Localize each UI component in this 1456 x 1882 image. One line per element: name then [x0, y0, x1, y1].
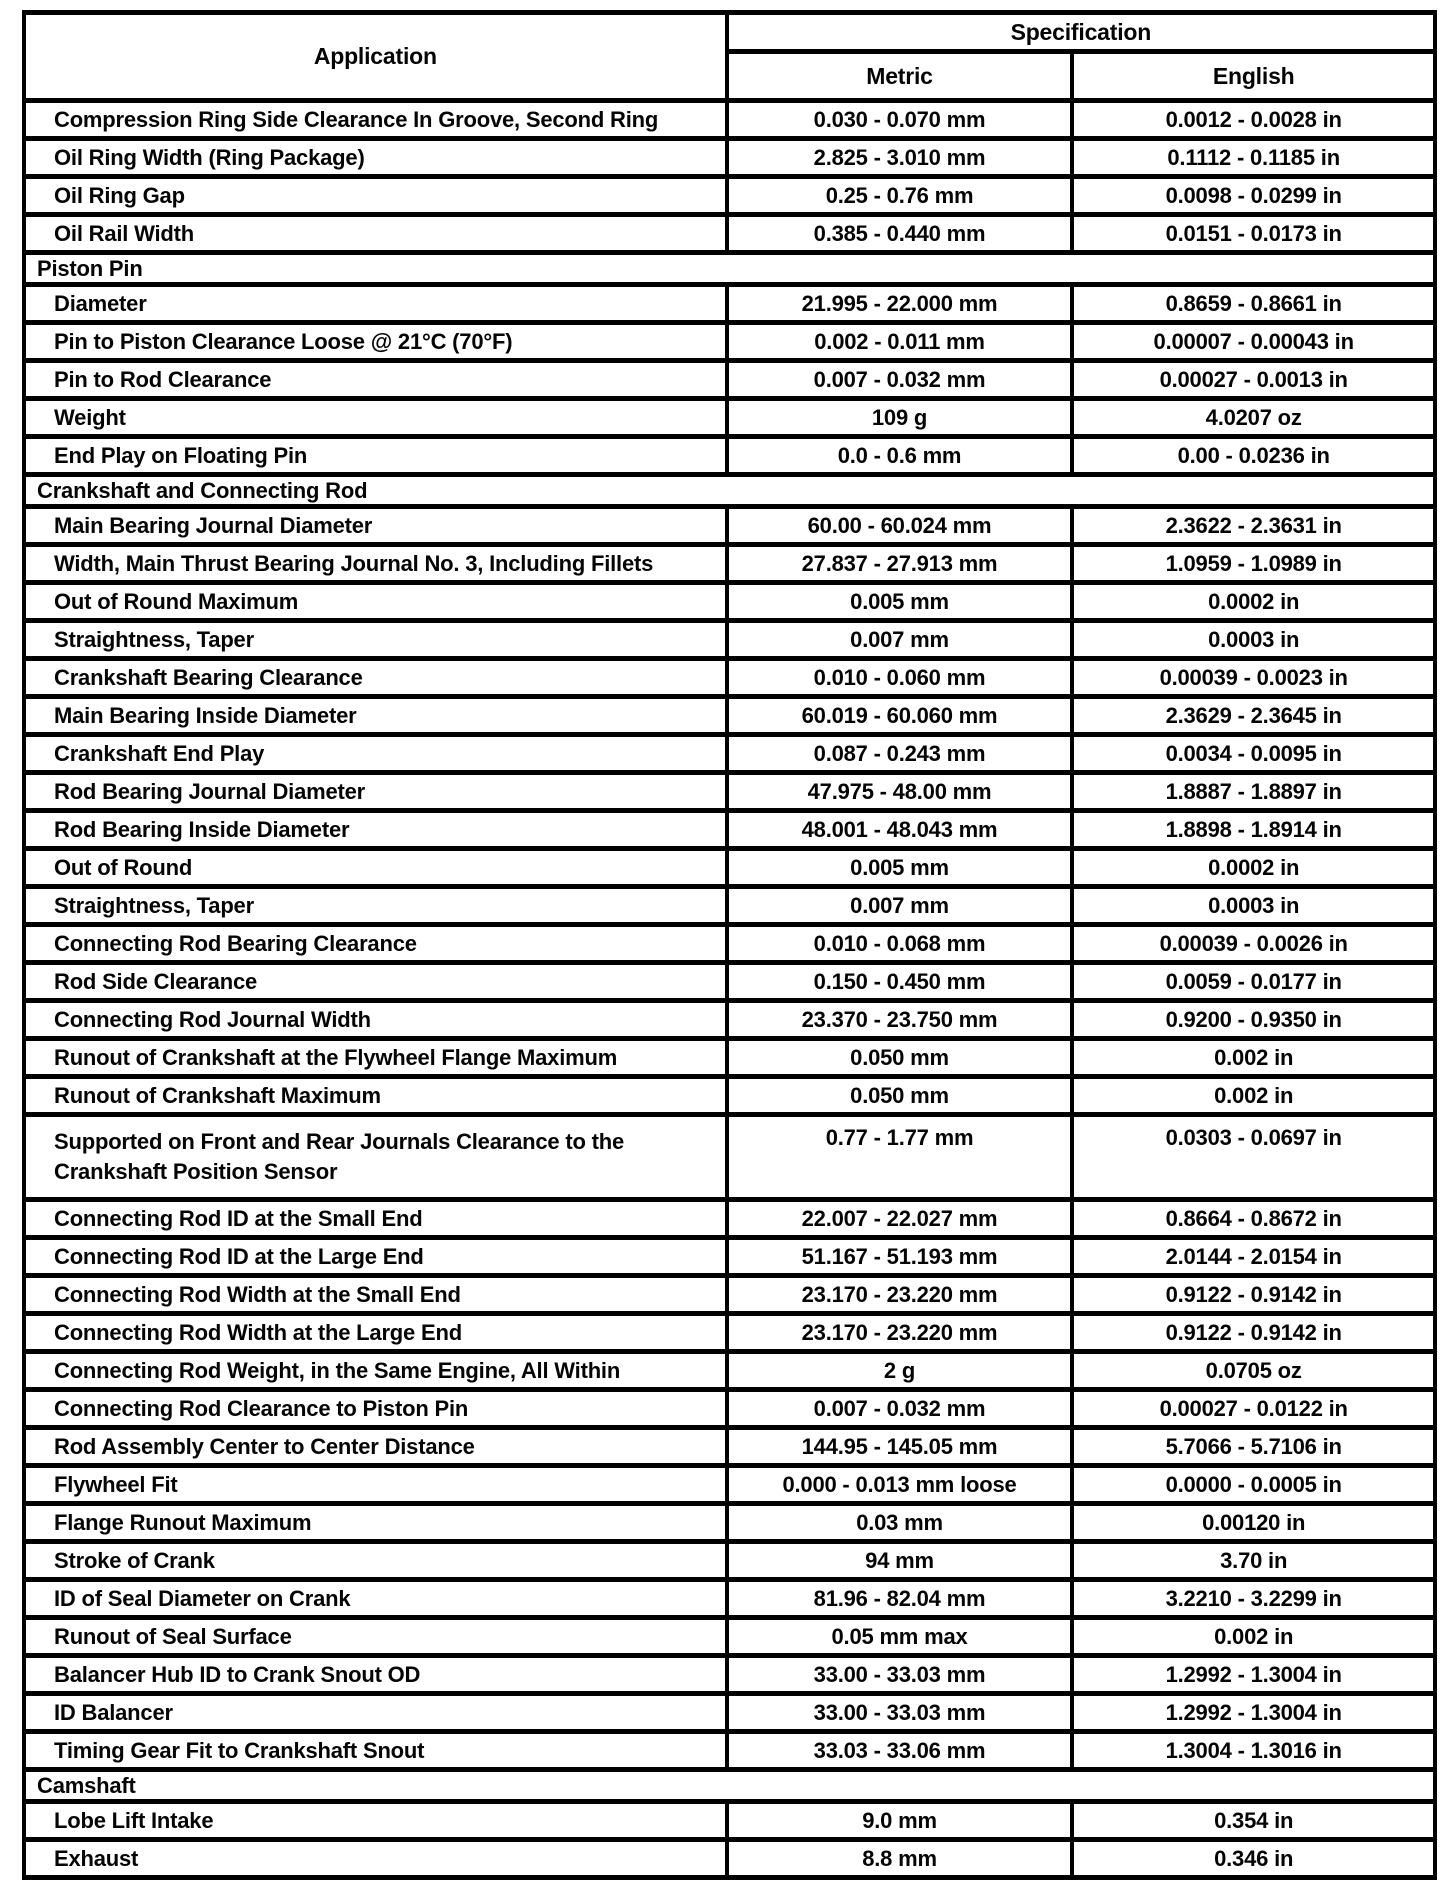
section-label: Camshaft — [24, 1770, 1435, 1802]
application-cell: Compression Ring Side Clearance In Groove, Second Ring — [24, 101, 727, 139]
table-row — [24, 399, 1435, 437]
table-row — [24, 1466, 1435, 1504]
table-row — [24, 323, 1435, 361]
metric-value-cell: 21.995 - 22.000 mm — [727, 285, 1073, 323]
metric-value-cell: 47.975 - 48.00 mm — [727, 773, 1073, 811]
english-value-cell: 0.002 in — [1072, 1077, 1435, 1115]
section-header-row — [24, 253, 1435, 285]
english-value-cell: 0.0705 oz — [1072, 1352, 1435, 1390]
metric-value-cell: 81.96 - 82.04 mm — [727, 1580, 1073, 1618]
table-row — [24, 139, 1435, 177]
application-cell: Runout of Crankshaft Maximum — [24, 1077, 727, 1115]
english-value-cell: 1.3004 - 1.3016 in — [1072, 1732, 1435, 1770]
table-row — [24, 1694, 1435, 1732]
table-row — [24, 545, 1435, 583]
application-cell: End Play on Floating Pin — [24, 437, 727, 475]
english-value-cell: 0.0000 - 0.0005 in — [1072, 1466, 1435, 1504]
table-row — [24, 437, 1435, 475]
metric-value-cell: 0.007 - 0.032 mm — [727, 361, 1073, 399]
table-row — [24, 1200, 1435, 1238]
table-row — [24, 215, 1435, 253]
table-row — [24, 659, 1435, 697]
metric-value-cell: 94 mm — [727, 1542, 1073, 1580]
metric-value-cell: 33.03 - 33.06 mm — [727, 1732, 1073, 1770]
table-row — [24, 361, 1435, 399]
english-value-cell: 0.00039 - 0.0026 in — [1072, 925, 1435, 963]
english-value-cell: 1.2992 - 1.3004 in — [1072, 1656, 1435, 1694]
application-cell: Rod Bearing Journal Diameter — [24, 773, 727, 811]
application-cell: Runout of Crankshaft at the Flywheel Flange Maximum — [24, 1039, 727, 1077]
table-row — [24, 1428, 1435, 1466]
metric-value-cell: 0.002 - 0.011 mm — [727, 323, 1073, 361]
english-value-cell: 0.0098 - 0.0299 in — [1072, 177, 1435, 215]
table-row — [24, 1802, 1435, 1840]
application-cell: Runout of Seal Surface — [24, 1618, 727, 1656]
english-value-cell: 0.346 in — [1072, 1840, 1435, 1878]
english-value-cell: 1.0959 - 1.0989 in — [1072, 545, 1435, 583]
metric-value-cell: 27.837 - 27.913 mm — [727, 545, 1073, 583]
application-cell: Connecting Rod Clearance to Piston Pin — [24, 1390, 727, 1428]
english-value-cell: 0.0059 - 0.0177 in — [1072, 963, 1435, 1001]
table-row — [24, 1580, 1435, 1618]
metric-value-cell: 33.00 - 33.03 mm — [727, 1694, 1073, 1732]
application-cell: Rod Bearing Inside Diameter — [24, 811, 727, 849]
table-row — [24, 285, 1435, 323]
english-value-cell: 0.0003 in — [1072, 621, 1435, 659]
table-row — [24, 101, 1435, 139]
table-row — [24, 1115, 1435, 1200]
table-row — [24, 507, 1435, 545]
metric-value-cell: 23.170 - 23.220 mm — [727, 1276, 1073, 1314]
metric-value-cell: 8.8 mm — [727, 1840, 1073, 1878]
table-row — [24, 1238, 1435, 1276]
application-cell: Out of Round — [24, 849, 727, 887]
english-value-cell: 0.00027 - 0.0013 in — [1072, 361, 1435, 399]
english-column-header: English — [1072, 52, 1435, 101]
metric-value-cell: 0.000 - 0.013 mm loose — [727, 1466, 1073, 1504]
table-row — [24, 1504, 1435, 1542]
english-value-cell: 0.1112 - 0.1185 in — [1072, 139, 1435, 177]
english-value-cell: 0.00039 - 0.0023 in — [1072, 659, 1435, 697]
table-row — [24, 697, 1435, 735]
english-value-cell: 3.2210 - 3.2299 in — [1072, 1580, 1435, 1618]
metric-value-cell: 0.0 - 0.6 mm — [727, 437, 1073, 475]
metric-value-cell: 0.007 mm — [727, 887, 1073, 925]
table-header — [24, 13, 1435, 101]
english-value-cell: 4.0207 oz — [1072, 399, 1435, 437]
table-row — [24, 583, 1435, 621]
table-row — [24, 963, 1435, 1001]
english-value-cell: 0.0002 in — [1072, 849, 1435, 887]
table-row — [24, 1542, 1435, 1580]
metric-value-cell: 0.010 - 0.060 mm — [727, 659, 1073, 697]
table-row — [24, 1618, 1435, 1656]
table-row — [24, 849, 1435, 887]
application-cell: Connecting Rod Width at the Small End — [24, 1276, 727, 1314]
application-cell: Weight — [24, 399, 727, 437]
english-value-cell: 0.0002 in — [1072, 583, 1435, 621]
table-row — [24, 1314, 1435, 1352]
metric-value-cell: 0.005 mm — [727, 583, 1073, 621]
english-value-cell: 2.3629 - 2.3645 in — [1072, 697, 1435, 735]
metric-value-cell: 0.007 mm — [727, 621, 1073, 659]
application-cell: Width, Main Thrust Bearing Journal No. 3, Including Fillets — [24, 545, 727, 583]
section-header-row — [24, 475, 1435, 507]
metric-value-cell: 0.050 mm — [727, 1077, 1073, 1115]
english-value-cell: 0.00 - 0.0236 in — [1072, 437, 1435, 475]
english-value-cell: 1.8898 - 1.8914 in — [1072, 811, 1435, 849]
application-cell: Oil Ring Gap — [24, 177, 727, 215]
table-row — [24, 1039, 1435, 1077]
application-cell: Balancer Hub ID to Crank Snout OD — [24, 1656, 727, 1694]
metric-value-cell: 0.005 mm — [727, 849, 1073, 887]
application-cell: Connecting Rod Weight, in the Same Engine, All Within — [24, 1352, 727, 1390]
english-value-cell: 0.9200 - 0.9350 in — [1072, 1001, 1435, 1039]
metric-value-cell: 0.007 - 0.032 mm — [727, 1390, 1073, 1428]
application-cell: Connecting Rod Width at the Large End — [24, 1314, 727, 1352]
english-value-cell: 1.8887 - 1.8897 in — [1072, 773, 1435, 811]
table-row — [24, 1352, 1435, 1390]
metric-value-cell: 109 g — [727, 399, 1073, 437]
english-value-cell: 0.0034 - 0.0095 in — [1072, 735, 1435, 773]
english-value-cell: 0.354 in — [1072, 1802, 1435, 1840]
application-cell: Lobe Lift Intake — [24, 1802, 727, 1840]
metric-value-cell: 23.170 - 23.220 mm — [727, 1314, 1073, 1352]
application-cell: Exhaust — [24, 1840, 727, 1878]
table-row — [24, 1276, 1435, 1314]
metric-value-cell: 0.77 - 1.77 mm — [727, 1115, 1073, 1200]
metric-value-cell: 51.167 - 51.193 mm — [727, 1238, 1073, 1276]
engine-specifications-table — [22, 10, 1437, 1880]
metric-value-cell: 0.03 mm — [727, 1504, 1073, 1542]
english-value-cell: 5.7066 - 5.7106 in — [1072, 1428, 1435, 1466]
english-value-cell: 0.0303 - 0.0697 in — [1072, 1115, 1435, 1200]
metric-value-cell: 0.010 - 0.068 mm — [727, 925, 1073, 963]
application-cell: Crankshaft End Play — [24, 735, 727, 773]
application-cell: Connecting Rod ID at the Large End — [24, 1238, 727, 1276]
application-cell: Stroke of Crank — [24, 1542, 727, 1580]
english-value-cell: 1.2992 - 1.3004 in — [1072, 1694, 1435, 1732]
english-value-cell: 2.3622 - 2.3631 in — [1072, 507, 1435, 545]
english-value-cell: 0.8659 - 0.8661 in — [1072, 285, 1435, 323]
application-cell: Connecting Rod Bearing Clearance — [24, 925, 727, 963]
english-value-cell: 0.00007 - 0.00043 in — [1072, 323, 1435, 361]
table-row — [24, 1732, 1435, 1770]
application-cell: Rod Side Clearance — [24, 963, 727, 1001]
application-cell: Flywheel Fit — [24, 1466, 727, 1504]
application-cell: Oil Ring Width (Ring Package) — [24, 139, 727, 177]
metric-value-cell: 48.001 - 48.043 mm — [727, 811, 1073, 849]
metric-value-cell: 0.385 - 0.440 mm — [727, 215, 1073, 253]
application-cell: Rod Assembly Center to Center Distance — [24, 1428, 727, 1466]
english-value-cell: 0.0003 in — [1072, 887, 1435, 925]
table-row — [24, 1390, 1435, 1428]
table-row — [24, 811, 1435, 849]
metric-value-cell: 0.05 mm max — [727, 1618, 1073, 1656]
english-value-cell: 0.8664 - 0.8672 in — [1072, 1200, 1435, 1238]
metric-value-cell: 33.00 - 33.03 mm — [727, 1656, 1073, 1694]
application-cell: ID of Seal Diameter on Crank — [24, 1580, 727, 1618]
application-cell: Straightness, Taper — [24, 887, 727, 925]
metric-value-cell: 60.019 - 60.060 mm — [727, 697, 1073, 735]
metric-value-cell: 0.087 - 0.243 mm — [727, 735, 1073, 773]
table-row — [24, 887, 1435, 925]
application-cell: Crankshaft Bearing Clearance — [24, 659, 727, 697]
application-cell: Connecting Rod Journal Width — [24, 1001, 727, 1039]
english-value-cell: 0.00120 in — [1072, 1504, 1435, 1542]
table-row — [24, 1656, 1435, 1694]
section-label: Crankshaft and Connecting Rod — [24, 475, 1435, 507]
application-cell: Timing Gear Fit to Crankshaft Snout — [24, 1732, 727, 1770]
table-row — [24, 1077, 1435, 1115]
application-cell: Straightness, Taper — [24, 621, 727, 659]
english-value-cell: 0.0012 - 0.0028 in — [1072, 101, 1435, 139]
table-row — [24, 1840, 1435, 1878]
application-cell: Supported on Front and Rear Journals Clearance to the Crankshaft Position Sensor — [24, 1115, 727, 1200]
table-row — [24, 773, 1435, 811]
english-value-cell: 0.002 in — [1072, 1039, 1435, 1077]
application-cell: Pin to Piston Clearance Loose @ 21°C (70°F) — [24, 323, 727, 361]
section-header-row — [24, 1770, 1435, 1802]
application-cell: Out of Round Maximum — [24, 583, 727, 621]
english-value-cell: 0.0151 - 0.0173 in — [1072, 215, 1435, 253]
specification-column-header: Specification — [727, 13, 1435, 52]
metric-value-cell: 0.030 - 0.070 mm — [727, 101, 1073, 139]
english-value-cell: 0.9122 - 0.9142 in — [1072, 1314, 1435, 1352]
application-cell: Main Bearing Journal Diameter — [24, 507, 727, 545]
metric-value-cell: 144.95 - 145.05 mm — [727, 1428, 1073, 1466]
metric-value-cell: 0.25 - 0.76 mm — [727, 177, 1073, 215]
metric-value-cell: 2 g — [727, 1352, 1073, 1390]
metric-value-cell: 60.00 - 60.024 mm — [727, 507, 1073, 545]
metric-value-cell: 0.050 mm — [727, 1039, 1073, 1077]
application-cell: ID Balancer — [24, 1694, 727, 1732]
table-row — [24, 621, 1435, 659]
metric-value-cell: 0.150 - 0.450 mm — [727, 963, 1073, 1001]
application-cell: Flange Runout Maximum — [24, 1504, 727, 1542]
english-value-cell: 3.70 in — [1072, 1542, 1435, 1580]
application-cell: Diameter — [24, 285, 727, 323]
table-body — [24, 101, 1435, 1878]
english-value-cell: 0.002 in — [1072, 1618, 1435, 1656]
table-row — [24, 925, 1435, 963]
english-value-cell: 0.00027 - 0.0122 in — [1072, 1390, 1435, 1428]
application-cell: Connecting Rod ID at the Small End — [24, 1200, 727, 1238]
metric-value-cell: 22.007 - 22.027 mm — [727, 1200, 1073, 1238]
application-cell: Main Bearing Inside Diameter — [24, 697, 727, 735]
metric-value-cell: 2.825 - 3.010 mm — [727, 139, 1073, 177]
english-value-cell: 2.0144 - 2.0154 in — [1072, 1238, 1435, 1276]
application-cell: Oil Rail Width — [24, 215, 727, 253]
section-label: Piston Pin — [24, 253, 1435, 285]
metric-value-cell: 9.0 mm — [727, 1802, 1073, 1840]
english-value-cell: 0.9122 - 0.9142 in — [1072, 1276, 1435, 1314]
metric-value-cell: 23.370 - 23.750 mm — [727, 1001, 1073, 1039]
application-cell: Pin to Rod Clearance — [24, 361, 727, 399]
application-column-header: Application — [24, 13, 727, 101]
table-row — [24, 1001, 1435, 1039]
metric-column-header: Metric — [727, 52, 1073, 101]
table-row — [24, 735, 1435, 773]
table-row — [24, 177, 1435, 215]
